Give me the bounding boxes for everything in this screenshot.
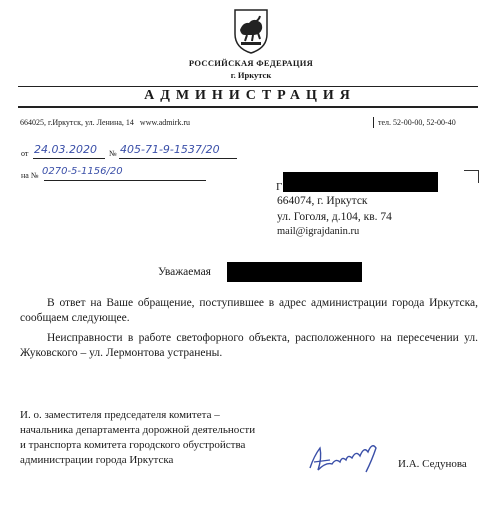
coat-of-arms-icon (233, 8, 269, 54)
handwritten-out-number: 405-71-9-1537/20 (120, 143, 220, 156)
body-paragraph: В ответ на Ваше обращение, поступившее в адрес администрации города Иркутска, сообщаем следующее. (20, 297, 478, 324)
handwritten-signature-icon (306, 438, 386, 478)
date-underline (33, 158, 105, 159)
recipient-prefix: Г (276, 181, 283, 193)
incoming-number-prefix: на № (21, 171, 39, 180)
body-paragraph: Неисправности в работе светофорного объекта, расположенного на пересечении ул. Жуковского – ул. Лермонтова устранены. (20, 332, 478, 359)
number-prefix: № (109, 149, 117, 158)
greeting-text: Уважаемая (158, 266, 211, 278)
organization-title: АДМИНИСТРАЦИЯ (144, 88, 356, 103)
corner-bracket-icon (464, 170, 479, 183)
handwritten-in-number: 0270-5-1156/20 (42, 166, 123, 177)
signatory-name: И.А. Седунова (398, 458, 467, 470)
date-prefix: от (21, 149, 29, 158)
recipient-address-city: 664074, г. Иркутск (277, 195, 368, 207)
handwritten-date: 24.03.2020 (34, 143, 97, 156)
country-name: РОССИЙСКАЯ ФЕДЕРАЦИЯ (188, 58, 314, 68)
signatory-title-line: И. о. заместителя председателя комитета – (20, 409, 220, 421)
header-rule-top (18, 86, 478, 87)
signatory-title-line: администрации города Иркутска (20, 454, 174, 466)
number-underline (119, 158, 237, 159)
city-name: г. Иркутск (230, 70, 272, 80)
org-address: 664025, г.Иркутск, ул. Ленина, 14 www.admirk.ru (20, 118, 191, 127)
signatory-title-line: и транспорта комитета городского обустройства (20, 439, 246, 451)
signatory-title-line: начальника департамента дорожной деятельности (20, 424, 256, 436)
recipient-email: mail@igrajdanin.ru (277, 226, 360, 237)
address-divider (373, 117, 374, 128)
redacted-recipient-name (283, 172, 438, 192)
redacted-greeting-name (227, 262, 362, 282)
header-rule-bottom (18, 106, 478, 108)
incoming-underline (44, 180, 206, 181)
org-phone: тел. 52-00-00, 52-00-40 (378, 118, 456, 127)
recipient-address-street: ул. Гоголя, д.104, кв. 74 (277, 211, 392, 223)
